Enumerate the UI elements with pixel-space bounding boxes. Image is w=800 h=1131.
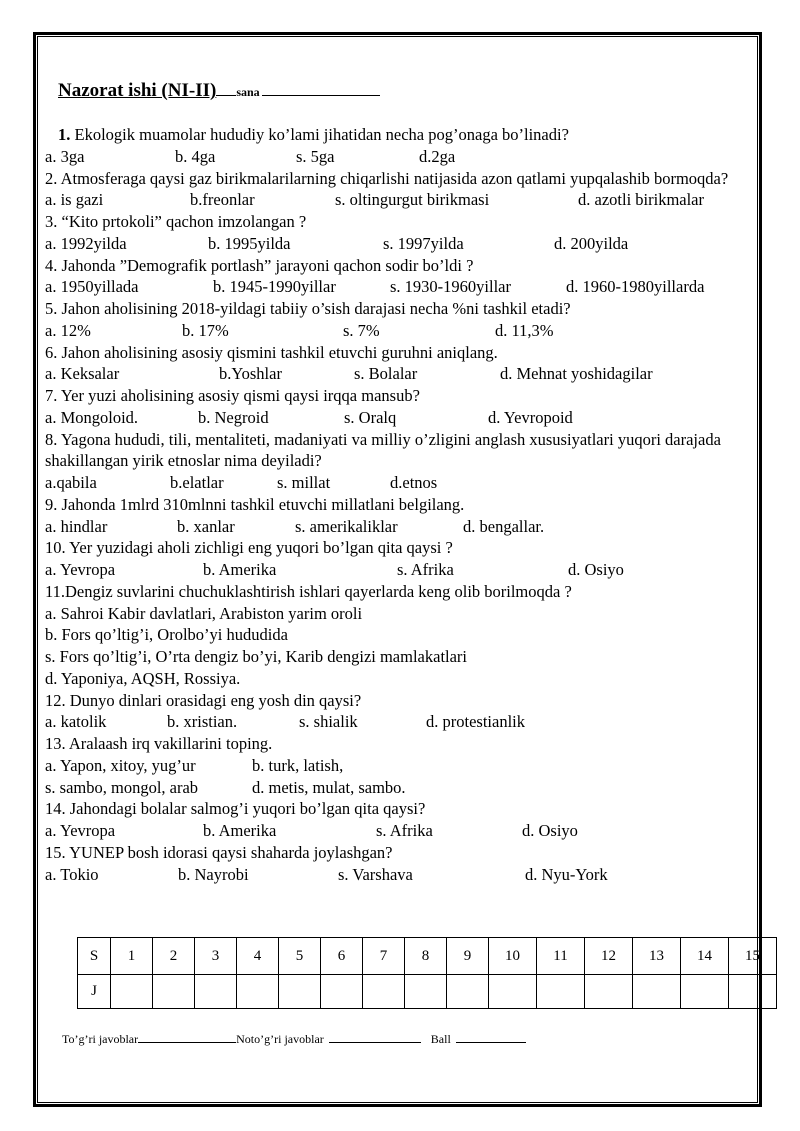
answer-option[interactable]: a. is gazi (45, 190, 104, 210)
answer-option[interactable]: a.qabila (45, 473, 97, 492)
question-number-cell: 1 (111, 938, 153, 975)
question-number-cell: 2 (153, 938, 195, 975)
answer-option[interactable]: s. 7% (343, 320, 380, 340)
question-number-cell: 14 (681, 938, 729, 975)
option-row (45, 233, 745, 255)
answer-option[interactable]: b.freonlar (190, 190, 255, 210)
option-row (45, 320, 745, 342)
question-number-cell: 5 (279, 938, 321, 975)
answer-option[interactable]: d. Yevropoid (488, 407, 573, 427)
answer-option[interactable]: s. Bolalar (354, 364, 418, 384)
title-text: Nazorat ishi (NI-II) (58, 80, 217, 101)
answer-option[interactable]: a. katolik (45, 712, 107, 732)
answer-option[interactable]: d.2ga (419, 146, 456, 166)
answer-cell[interactable] (681, 975, 729, 1009)
wrong-label: Noto’g’ri javoblar (236, 1032, 324, 1046)
answer-option[interactable]: a. Sahroi Kabir davlatlari, Arabiston yarim oroli (45, 603, 363, 623)
ball-label: Ball (430, 1032, 451, 1046)
ball-fill-line[interactable] (456, 1042, 526, 1043)
answer-option[interactable]: s. Oralq (344, 407, 397, 427)
answer-option[interactable]: b. Fors qo’ltig’i, Orolbo’yi hududida (45, 625, 288, 645)
question-6 (45, 342, 745, 364)
answer-option[interactable]: b. 1945-1990yillar (213, 277, 336, 297)
option-row (45, 646, 745, 668)
answer-option[interactable]: s. 1997yilda (383, 233, 464, 253)
question-text: 2. Atmosferaga qaysi gaz birikmalarilarning chiqarlishi natijasida azon qatlami yupqalashib bormoqda? (45, 168, 729, 188)
question-number-cell: 8 (405, 938, 447, 975)
question-text: 8. Yagona hududi, tili, mentaliteti, madaniyati va milliy o’zligini anglash xususiyatlari yuqori darajada shakillangan yirik etnoslar nima deyiladi? (45, 429, 721, 471)
answer-option[interactable]: a. Tokio (45, 864, 99, 884)
questions-list (45, 124, 745, 885)
answer-option[interactable]: s. Afrika (397, 560, 454, 579)
answer-option[interactable]: s. shialik (299, 712, 358, 732)
option-row (45, 624, 745, 646)
table-row-label-s: S (78, 938, 111, 975)
question-text: 7. Yer yuzi aholisining asosiy qismi qaysi irqqa mansub? (45, 386, 420, 405)
question-13 (45, 733, 745, 755)
score-footer (62, 1032, 526, 1047)
answer-option[interactable]: a. Yevropa (45, 560, 116, 579)
answer-option[interactable]: b. 17% (182, 320, 229, 340)
answer-option[interactable]: b. Negroid (198, 407, 269, 427)
option-row (45, 559, 745, 581)
option-row (45, 820, 745, 842)
answer-cell[interactable] (447, 975, 489, 1009)
option-row (45, 711, 745, 733)
question-text: 4. Jahonda ”Demografik portlash” jarayoni qachon sodir bo’ldi ? (45, 255, 474, 275)
question-number: 1. (58, 125, 71, 144)
answer-cell[interactable] (195, 975, 237, 1009)
option-row (45, 146, 745, 168)
answer-option[interactable]: a. Yevropa (45, 821, 116, 840)
question-number-cell: 11 (537, 938, 585, 975)
answer-option[interactable]: a. hindlar (45, 516, 108, 536)
answer-option[interactable]: d.etnos (390, 473, 438, 492)
answer-cell[interactable] (153, 975, 195, 1009)
option-row (45, 755, 745, 777)
question-text: 13. Aralaash irq vakillarini toping. (45, 734, 273, 753)
answer-option[interactable]: b. 1995yilda (208, 233, 291, 253)
option-row (45, 189, 745, 211)
question-text: 9. Jahonda 1mlrd 310mlnni tashkil etuvchi millatlani belgilang. (45, 494, 465, 514)
question-9 (45, 494, 745, 516)
question-5 (45, 298, 745, 320)
question-number-cell: 9 (447, 938, 489, 975)
answer-cell[interactable] (111, 975, 153, 1009)
answer-option[interactable]: b. Amerika (203, 560, 277, 579)
answer-option[interactable]: s. 1930-1960yillar (390, 277, 511, 297)
question-1 (45, 124, 745, 146)
question-15 (45, 842, 745, 864)
question-10 (45, 537, 745, 559)
answer-option[interactable]: b. 4ga (175, 146, 216, 166)
answer-option[interactable]: a. Keksalar (45, 364, 120, 384)
answer-option[interactable]: a. 3ga (45, 146, 85, 166)
answer-option[interactable]: s. 5ga (296, 146, 335, 166)
question-7 (45, 385, 745, 407)
answer-option[interactable]: a. Mongoloid. (45, 407, 139, 427)
option-row (45, 407, 745, 429)
answer-option[interactable]: d. Mehnat yoshidagilar (500, 364, 653, 384)
question-text: Ekologik muamolar hududiy ko’lami jihatidan necha pog’onaga bo’linadi? (70, 125, 569, 144)
question-number-cell: 4 (237, 938, 279, 975)
answer-option[interactable]: d. protestianlik (426, 712, 525, 732)
answer-cell[interactable] (489, 975, 537, 1009)
answer-option[interactable]: d. Osiyo (568, 560, 624, 579)
answer-option[interactable]: d. metis, mulat, sambo. (252, 777, 406, 797)
option-row (45, 603, 745, 625)
option-row (45, 864, 745, 886)
answer-option[interactable]: s. Afrika (376, 821, 433, 840)
question-2 (45, 168, 745, 190)
answer-option[interactable]: d. Osiyo (522, 821, 578, 840)
answer-cell[interactable] (405, 975, 447, 1009)
sana-fill-line[interactable] (262, 95, 380, 96)
answer-option[interactable]: b. turk, latish, (252, 755, 344, 775)
answer-option[interactable]: s. Fors qo’ltig’i, O’rta dengiz bo’yi, Karib dengizi mamlakatlari (45, 647, 468, 666)
answer-option[interactable]: s. sambo, mongol, arab (45, 777, 199, 797)
answer-option[interactable]: a. 1950yillada (45, 277, 139, 297)
question-3 (45, 211, 745, 233)
option-row (45, 668, 745, 690)
title-gap-line (216, 95, 236, 96)
answer-option[interactable]: b. xristian. (167, 712, 238, 732)
question-text: 5. Jahon aholisining 2018-yildagi tabiiy o’sish darajasi necha %ni tashkil etadi? (45, 299, 571, 318)
answer-option[interactable]: b. xanlar (177, 516, 235, 536)
answer-option[interactable]: d. 11,3% (495, 320, 554, 340)
answer-option[interactable]: b.Yoshlar (219, 364, 282, 384)
answer-cell[interactable] (537, 975, 585, 1009)
question-text: 10. Yer yuzidagi aholi zichligi eng yuqori bo’lgan qita qaysi ? (45, 538, 453, 558)
answer-option[interactable]: a. Yapon, xitoy, yug’ur (45, 755, 196, 775)
option-row (45, 777, 745, 799)
answer-option[interactable]: s. amerikaliklar (295, 516, 398, 536)
question-text: 15. YUNEP bosh idorasi qaysi shaharda joylashgan? (45, 842, 393, 862)
answer-cell[interactable] (729, 975, 777, 1009)
answer-cell[interactable] (321, 975, 363, 1009)
answer-option[interactable]: d. Nyu-York (525, 864, 608, 884)
question-number-cell: 10 (489, 938, 537, 975)
question-text: 3. “Kito prtokoli” qachon imzolangan ? (45, 212, 307, 231)
wrong-fill-line[interactable] (329, 1042, 421, 1043)
question-text: 12. Dunyo dinlari orasidagi eng yosh din qaysi? (45, 690, 362, 710)
sana-label: sana (236, 85, 260, 99)
answer-table (77, 937, 777, 1009)
correct-fill-line[interactable] (138, 1042, 236, 1043)
answer-option[interactable]: d. 1960-1980yillarda (566, 277, 705, 297)
answer-option[interactable]: d. Yaponiya, AQSH, Rossiya. (45, 668, 241, 688)
correct-label: To’g’ri javoblar (62, 1032, 139, 1046)
option-row (45, 363, 745, 385)
question-14 (45, 798, 745, 820)
answer-option[interactable]: b.elatlar (170, 473, 224, 492)
question-number-cell: 3 (195, 938, 237, 975)
answer-option[interactable]: s. millat (277, 473, 331, 492)
option-row (45, 472, 745, 494)
answer-option[interactable]: b. Nayrobi (178, 864, 249, 884)
answer-option[interactable]: d. bengallar. (463, 516, 545, 536)
answer-cell[interactable] (633, 975, 681, 1009)
question-number-cell: 15 (729, 938, 777, 975)
question-text: 11.Dengiz suvlarini chuchuklashtirish ishlari qayerlarda keng olib borilmoqda ? (45, 581, 572, 601)
question-number-cell: 6 (321, 938, 363, 975)
question-4 (45, 255, 745, 277)
answer-cell[interactable] (585, 975, 633, 1009)
answer-option[interactable]: a. 12% (45, 320, 91, 340)
answer-option[interactable]: b. Amerika (203, 821, 277, 840)
answer-option[interactable]: a. 1992yilda (45, 233, 127, 253)
question-number-cell: 7 (363, 938, 405, 975)
option-row (45, 516, 745, 538)
answer-option[interactable]: d. 200yilda (554, 233, 629, 253)
question-12 (45, 690, 745, 712)
answer-option[interactable]: d. azotli birikmalar (578, 190, 704, 210)
answer-cell[interactable] (363, 975, 405, 1009)
question-8 (45, 429, 745, 473)
answer-cell[interactable] (279, 975, 321, 1009)
answer-option[interactable]: s. Varshava (338, 864, 413, 884)
question-number-cell: 12 (585, 938, 633, 975)
option-row (45, 276, 745, 298)
answer-option[interactable]: s. oltingurgut birikmasi (335, 190, 490, 210)
question-text: 6. Jahon aholisining asosiy qismini tashkil etuvchi guruhni aniqlang. (45, 342, 498, 362)
question-number-cell: 13 (633, 938, 681, 975)
table-row-label-j: J (78, 975, 111, 1009)
question-text: 14. Jahondagi bolalar salmog’i yuqori bo’lgan qita qaysi? (45, 799, 426, 819)
answer-cell[interactable] (237, 975, 279, 1009)
question-11 (45, 581, 745, 603)
worksheet-title (58, 80, 380, 102)
